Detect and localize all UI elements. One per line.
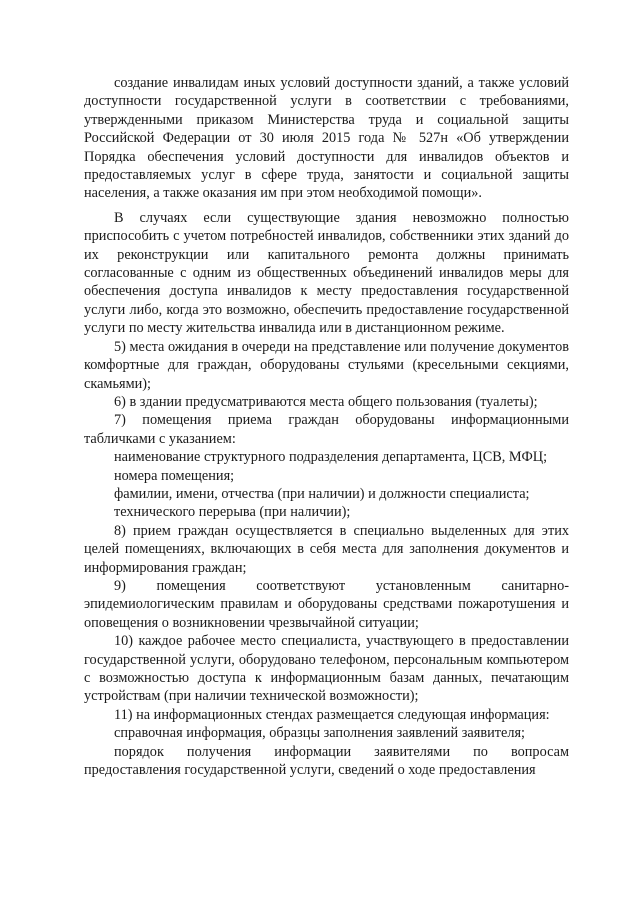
- paragraph-signage-break: технического перерыва (при наличии);: [114, 504, 351, 521]
- paragraph-item-10-workplace-equipment: 10) каждое рабочее место специалиста, участвующего в предоставлении государственной услуги, оборудовано телефоном, персональным компьютером с возможностью доступа к информационным базам данных, печатающим устройствам (при наличии технической возможности);: [84, 633, 569, 705]
- paragraph-item-8-reception-rooms: 8) прием граждан осуществляется в специально выделенных для этих целей помещениях, включающих в себя места для заполнения документов и информирования граждан;: [84, 522, 569, 576]
- paragraph-stand-reference-info: справочная информация, образцы заполнения заявлений заявителя;: [114, 725, 526, 742]
- paragraph-item-7-signage: 7) помещения приема граждан оборудованы информационными табличками с указанием:: [84, 412, 569, 447]
- paragraph-item-5-waiting-areas: 5) места ожидания в очереди на представление или получение документов комфортные для граждан, оборудованы стульями (кресельными секциями, скамьями);: [84, 338, 569, 392]
- paragraph-item-11-info-stands: 11) на информационных стендах размещается следующая информация:: [114, 706, 550, 723]
- paragraph-signage-department-name: наименование структурного подразделения департамента, ЦСВ, МФЦ;: [114, 449, 548, 466]
- paragraph-building-adaptation: В случаях если существующие здания невозможно полностью приспособить с учетом потребностей инвалидов, собственники этих зданий до их реконструкции или капитального ремонта должны принимать согласованные с одним из общественных объединений инвалидов меры для обеспечения доступа инвалидов к месту предоставления государственной услуги либо, когда это возможно, обеспечить предоставление государственной услуги по месту жительства инвалида или в дистанционном режиме.: [84, 209, 569, 337]
- paragraph-item-9-sanitary-rules: 9) помещения соответствуют установленным санитарно-эпидемиологическим правилам и оборудованы средствами пожаротушения и оповещения о возникновении чрезвычайной ситуации;: [84, 577, 569, 631]
- document-page: [84, 74, 569, 779]
- paragraph-item-6-restrooms: 6) в здании предусматриваются места общего пользования (туалеты);: [114, 393, 538, 410]
- paragraph-signage-specialist-name: фамилии, имени, отчества (при наличии) и должности специалиста;: [114, 485, 530, 502]
- paragraph-signage-room-numbers: номера помещения;: [114, 467, 235, 484]
- paragraph-stand-procedure: порядок получения информации заявителями по вопросам предоставления государственной услуги, сведений о ходе предоставления: [84, 743, 569, 779]
- paragraph-accessibility-conditions: создание инвалидам иных условий доступности зданий, а также условий доступности государственной услуги в соответствии с требованиями, утвержденными приказом Министерства труда и социальной защиты Российской Федерации от 30 июля 2015 года № 527н «Об утверждении Порядка обеспечения условий доступности для инвалидов объектов и предоставляемых услуг в сфере труда, занятости и социальной защиты населения, а также оказания им при этом необходимой помощи».: [84, 75, 569, 202]
